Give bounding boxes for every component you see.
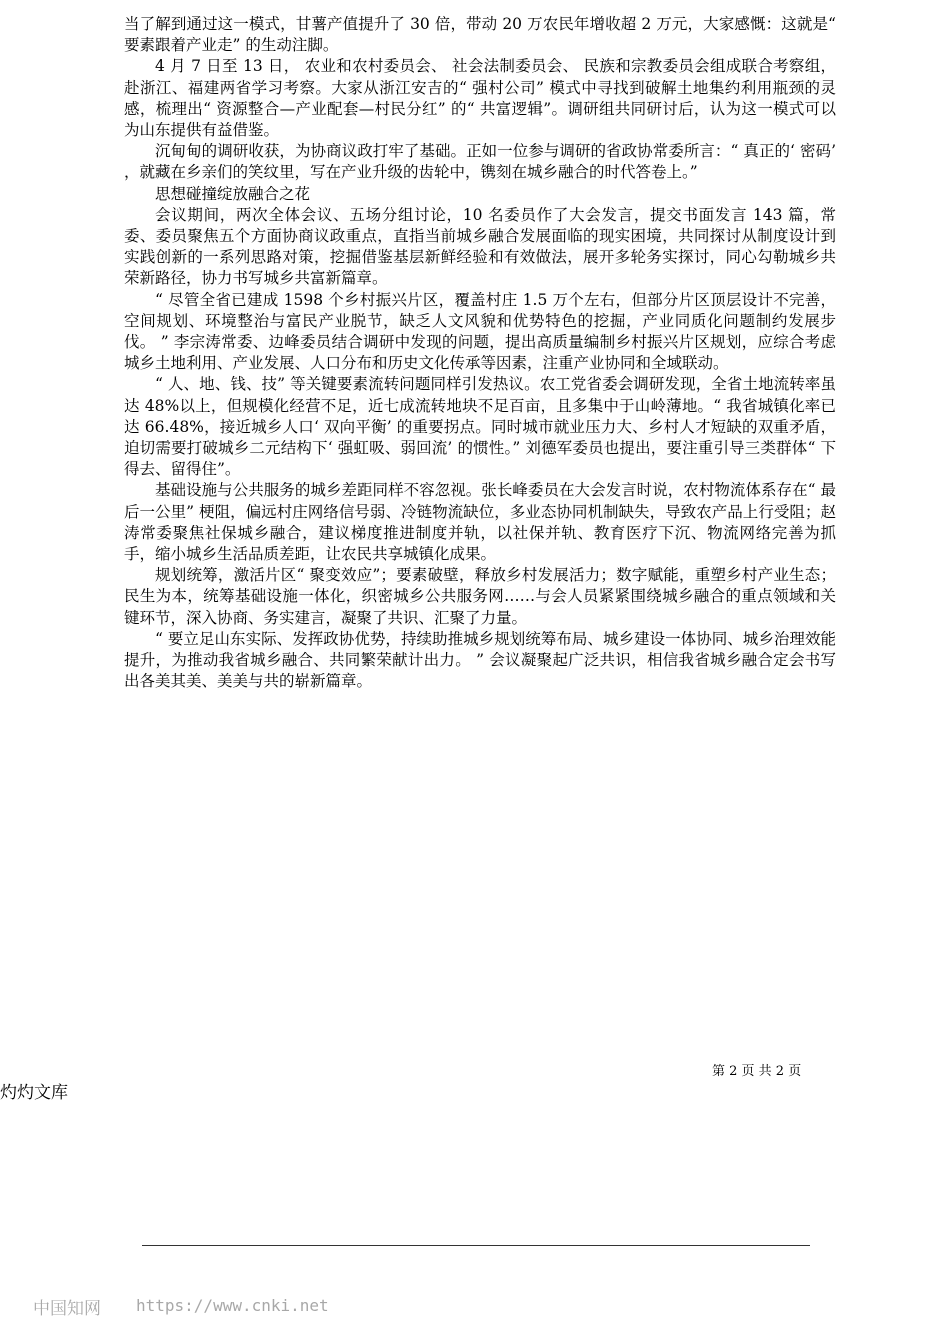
paragraph-1: 当了解到通过这一模式，甘薯产值提升了 30 倍，带动 20 万农民年增收超 2 万元，大家感慨：这就是“ 要素跟着产业走” 的生动注脚。 bbox=[124, 15, 836, 55]
paragraph-5: 会议期间，两次全体会议、五场分组讨论，10 名委员作了大会发言，提交书面发言 143 篇，常委、委员聚焦五个方面协商议政重点，直指当前城乡融合发展面临的现实困境，共同探讨从制度设计到实践创新的一系列思路对策，挖掘借鉴基层新鲜经验和有效做法，展开多轮务实探讨，同心勾勒城乡共荣新路径，协力书写城乡共富新篇章。 bbox=[124, 205, 836, 288]
article-body bbox=[124, 14, 836, 693]
paragraph-10: “ 要立足山东实际、发挥政协优势，持续助推城乡规划统筹布局、城乡建设一体协同、城乡治理效能提升，为推动我省城乡融合、共同繁荣献计出力。 ” 会议凝聚起广泛共识，相信我省城乡融合定会书写出各美其美、美美与共的崭新篇章。 bbox=[124, 629, 836, 691]
watermark-text: 灼灼文库 bbox=[0, 1083, 68, 1103]
paragraph-9: 规划统筹，激活片区“ 聚变效应”；要素破壁，释放乡村发展活力；数字赋能，重塑乡村产业生态；民生为本，统筹基础设施一体化，织密城乡公共服务网……与会人员紧紧围绕城乡融合的重点领域和关键环节，深入协商、务实建言，凝聚了共识、汇聚了力量。 bbox=[124, 566, 836, 627]
cnki-url-link[interactable]: https://www.cnki.net bbox=[136, 1296, 329, 1315]
cnki-logo: 中国知网 bbox=[33, 1299, 101, 1319]
section-heading: 思想碰撞绽放融合之花 bbox=[155, 184, 311, 203]
footer-divider bbox=[142, 1245, 810, 1246]
paragraph-6: “ 尽管全省已建成 1598 个乡村振兴片区，覆盖村庄 1.5 万个左右，但部分片区顶层设计不完善，空间规划、环境整治与富民产业脱节，缺乏人文风貌和优势特色的挖掘，产业同质化问题制约发展步伐。 ” 李宗涛常委、边峰委员结合调研中发现的问题，提出高质量编制乡村振兴片区规划，应综合考虑城乡土地利用、产业发展、人口分布和历史文化传承等因素，注重产业协同和全域联动。 bbox=[124, 290, 836, 373]
paragraph-2: 4 月 7 日至 13 日， 农业和农村委员会、 社会法制委员会、 民族和宗教委员会组成联合考察组，赴浙江、福建两省学习考察。大家从浙江安吉的“ 强村公司” 模式中寻找到破解土地集约利用瓶颈的灵感，梳理出“ 资源整合—产业配套—村民分红” 的“ 共富逻辑”。调研组共同研讨后，认为这一模式可以为山东提供有益借鉴。 bbox=[124, 57, 836, 140]
paragraph-8: 基础设施与公共服务的城乡差距同样不容忽视。张长峰委员在大会发言时说，农村物流体系存在“ 最后一公里” 梗阻，偏远村庄网络信号弱、冷链物流缺位，多业态协同机制缺失，导致农产品上行受阻；赵涛常委聚焦社保城乡融合，建议梯度推进制度并轨，以社保并轨、教育医疗下沉、物流网络完善为抓手，缩小城乡生活品质差距，让农民共享城镇化成果。 bbox=[124, 481, 836, 564]
paragraph-3: 沉甸甸的调研收获，为协商议政打牢了基础。正如一位参与调研的省政协常委所言：“ 真正的‘ 密码’ ，就藏在乡亲们的笑纹里，写在产业升级的齿轮中，镌刻在城乡融合的时代答卷上。” bbox=[124, 142, 836, 182]
page-number: 第 2 页 共 2 页 bbox=[712, 1064, 802, 1079]
paragraph-7: “ 人、地、钱、技” 等关键要素流转问题同样引发热议。农工党省委会调研发现，全省土地流转率虽达 48%以上，但规模化经营不足，近七成流转地块不足百亩，且多集中于山岭薄地。“ 我省城镇化率已达 66.48%，接近城乡人口‘ 双向平衡’ 的重要拐点。同时城市就业压力大、乡村人才短缺的双重矛盾，迫切需要打破城乡二元结构下‘ 强虹吸、弱回流’ 的惯性。” 刘德军委员也提出，要注重引导三类群体“ 下得去、留得住”。 bbox=[124, 375, 836, 479]
